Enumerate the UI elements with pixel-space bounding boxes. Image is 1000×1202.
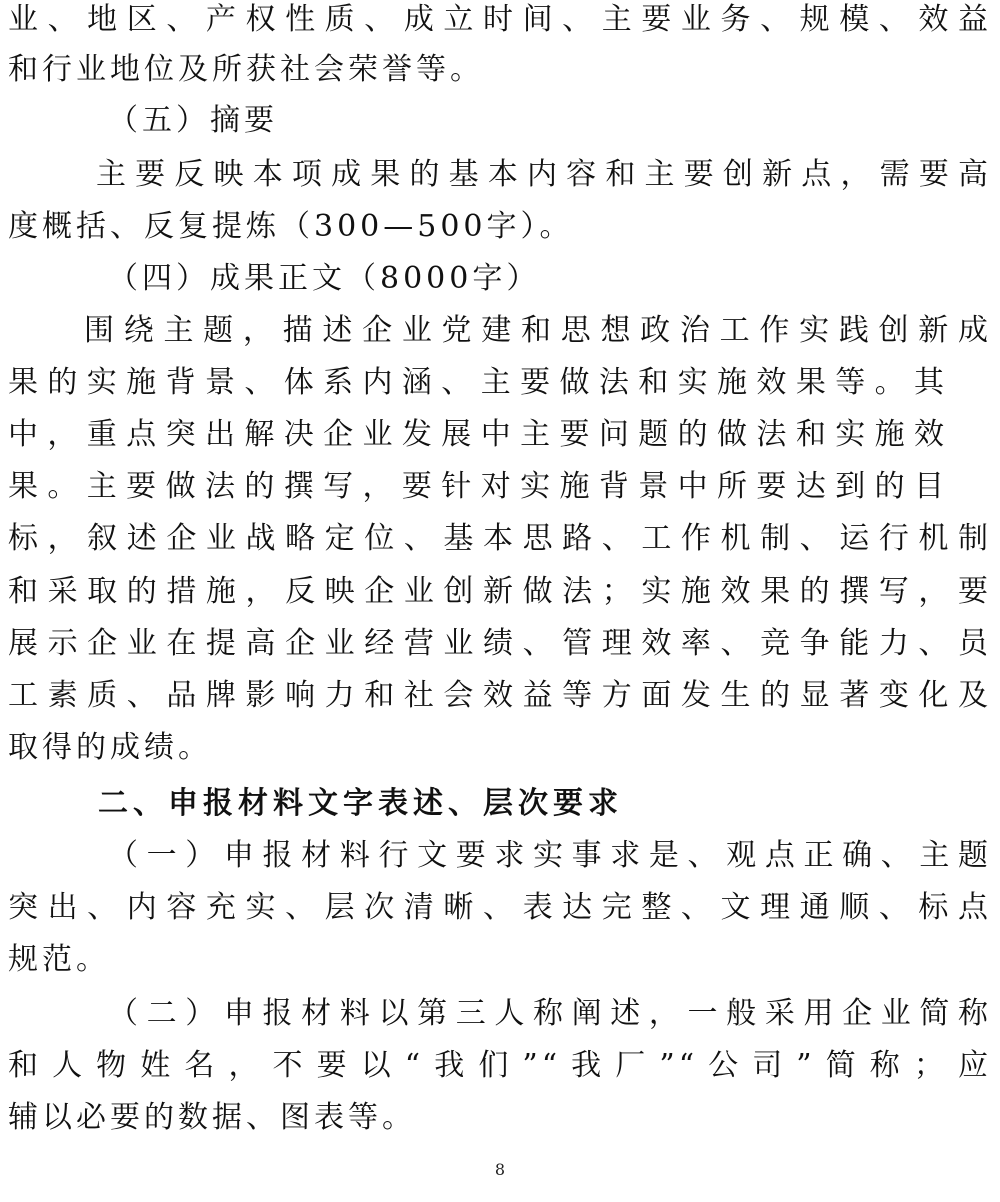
paragraph-first-line: 主要反映本项成果的基本内容和主要创新点，需要高: [96, 157, 992, 192]
paragraph-first-line: 围绕主题，描述企业党建和思想政治工作实践创新成: [84, 313, 992, 348]
body-line: 标，叙述企业战略定位、基本思路、工作机制、运行机制: [8, 521, 992, 556]
page-number: 8: [494, 1160, 506, 1179]
body-line: 突出、内容充实、层次清晰、表达完整、文理通顺、标点: [8, 890, 992, 925]
body-line: 工素质、品牌影响力和社会效益等方面发生的显著变化及: [8, 678, 992, 713]
body-line: 和行业地位及所获社会荣誉等。: [8, 52, 484, 87]
paragraph-first-line: （一）申报材料行文要求实事求是、观点正确、主题: [108, 838, 992, 873]
body-line: 果的实施背景、体系内涵、主要做法和实施效果等。其: [8, 365, 948, 400]
body-line: 业、地区、产权性质、成立时间、主要业务、规模、效益: [8, 2, 992, 37]
section-heading: （五）摘要: [108, 103, 278, 138]
body-line: 果。主要做法的撰写，要针对实施背景中所要达到的目: [8, 469, 948, 504]
body-line: 和采取的措施，反映企业创新做法；实施效果的撰写，要: [8, 574, 992, 609]
body-line: 中，重点突出解决企业发展中主要问题的做法和实施效: [8, 417, 948, 452]
body-line: 辅以必要的数据、图表等。: [8, 1100, 416, 1135]
body-line: 度概括、反复提炼（300—500字）。: [8, 209, 574, 244]
body-line: 规范。: [8, 942, 110, 977]
body-line: 和人物姓名，不要以“我们”“我厂”“公司”简称；应: [8, 1048, 992, 1083]
section-heading: （四）成果正文（8000字）: [108, 261, 541, 296]
chapter-heading: 二、申报材料文字表述、层次要求: [98, 786, 623, 821]
body-line: 取得的成绩。: [8, 730, 212, 765]
body-line: 展示企业在提高企业经营业绩、管理效率、竞争能力、员: [8, 626, 992, 661]
paragraph-first-line: （二）申报材料以第三人称阐述，一般采用企业简称: [108, 996, 992, 1031]
